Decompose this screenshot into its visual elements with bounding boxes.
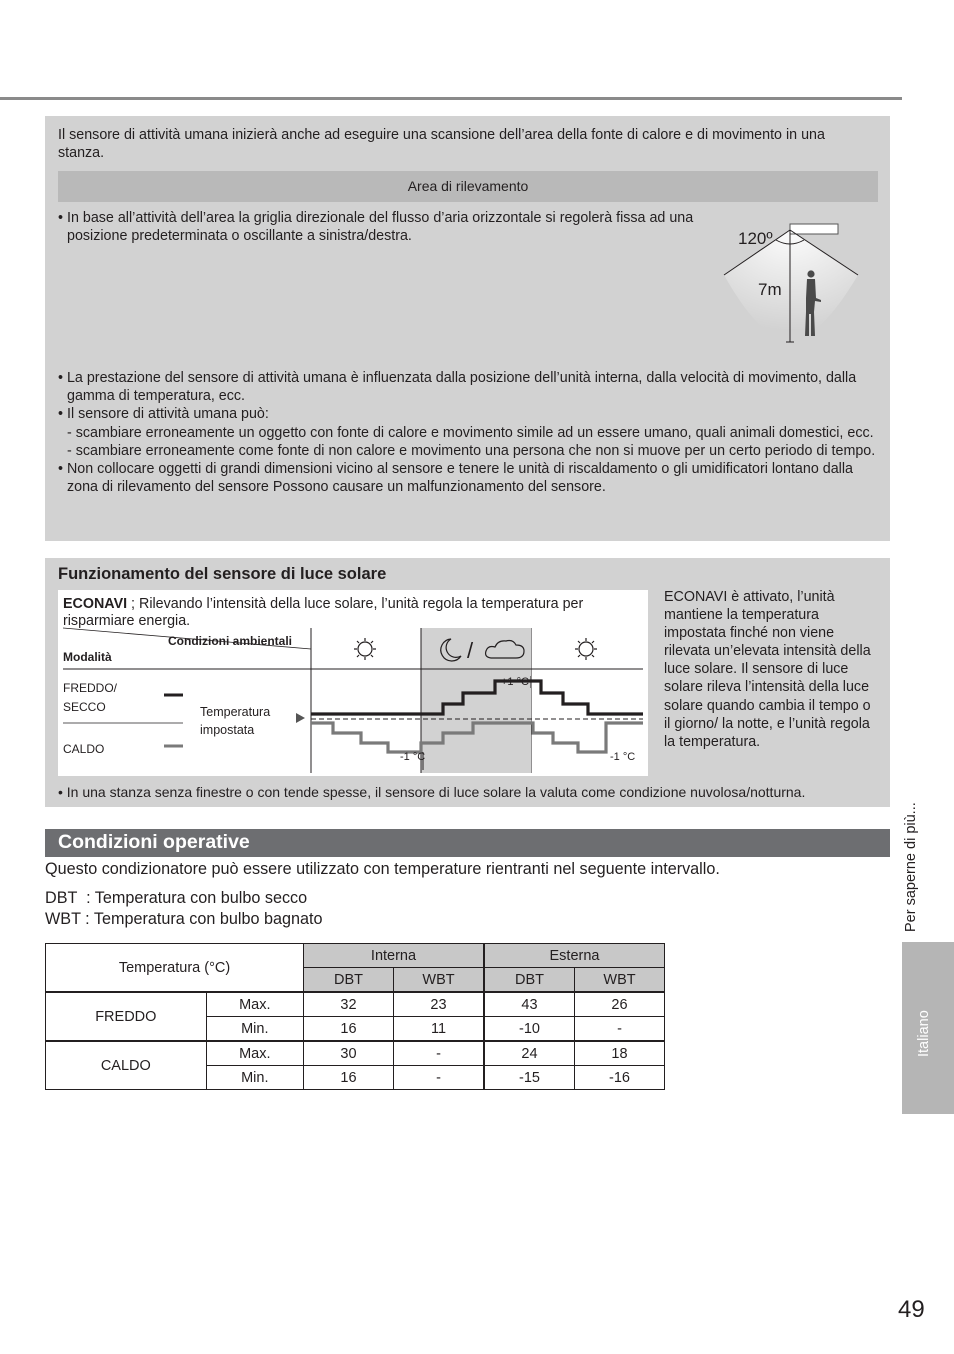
operating-conditions-table [45, 943, 665, 1090]
limit-cell: Max. [206, 1041, 303, 1066]
col-header: DBT [484, 968, 575, 993]
value-cell: 11 [394, 1017, 485, 1042]
value-cell: -16 [575, 1066, 665, 1090]
list-item: • Non collocare oggetti di grandi dimensioni vicino al sensore e tenere le unità di riscaldamento o gli umidificatori lontano dalla zona di rilevamento del sensore Possono causare un malfunzionamento del sensore. [58, 461, 853, 496]
value-cell: -15 [484, 1066, 575, 1090]
language-text: Italiano [916, 1010, 932, 1057]
wbt-definition: WBT : Temperatura con bulbo bagnato [45, 910, 323, 928]
set-temp-label: Temperatura [200, 705, 271, 719]
set-temp-arrow [296, 713, 305, 723]
angle-label: 120º [738, 229, 773, 248]
more-info-side-label [890, 760, 930, 940]
section-header-bar [45, 829, 890, 857]
sunlight-sensor-panel [45, 558, 890, 807]
language-tab-label [902, 942, 954, 1114]
section-description: Questo condizionatore può essere utilizzato con temperature rientranti nel seguente intervallo. [45, 860, 720, 878]
sunlight-sensor-note: • In una stanza senza finestre o con tende spesse, il sensore di luce solare la valuta come condizione nuvolosa/notturna. [58, 784, 806, 800]
value-cell: 26 [575, 992, 665, 1017]
sunlight-sensor-title: Funzionamento del sensore di luce solare [58, 565, 387, 583]
top-rule [0, 97, 902, 100]
list-item: • Il sensore di attività umana può: [58, 406, 269, 423]
value-cell: 18 [575, 1041, 665, 1066]
section-title: Condizioni operative [58, 831, 250, 853]
human-sensor-panel [45, 116, 890, 541]
value-cell: 43 [484, 992, 575, 1017]
detection-area-illustration [720, 214, 870, 354]
plus-one-label: +1 °C [501, 676, 529, 688]
value-cell: -10 [484, 1017, 575, 1042]
value-cell: - [394, 1066, 485, 1090]
slash-separator: / [467, 638, 474, 663]
mode-heat-label: CALDO [63, 742, 105, 756]
mode-cell: FREDDO [46, 992, 207, 1041]
more-info-text: Per saperne di più... [903, 802, 919, 932]
dbt-definition: DBT : Temperatura con bulbo secco [45, 889, 308, 907]
page-number: 49 [898, 1296, 925, 1323]
limit-cell: Max. [206, 992, 303, 1017]
sun-icon [575, 638, 597, 660]
detection-area-heading: Area di rilevamento [58, 171, 878, 202]
col-header: WBT [394, 968, 485, 993]
limit-cell: Min. [206, 1066, 303, 1090]
econavi-explanation: ECONAVI è attivato, l’unità mantiene la temperatura impostata finché non viene rilevata un’elevata intensità della luce solare. Il sensore di luce solare rileva l’intensità della luce solare quando cambia il tempo o il giorno/ la notte, e l’unità regola la temperatura. [664, 589, 871, 750]
col-header: DBT [304, 968, 394, 993]
table-header-row [46, 944, 665, 968]
human-sensor-intro: Il sensore di attività umana inizierà anche ad eseguire una scansione dell’area della fonte di calore e di movimento in una stanza. [58, 127, 825, 161]
mode-cell: CALDO [46, 1041, 207, 1090]
list-subitem: - scambiare erroneamente un oggetto con fonte di calore e movimento simile ad un essere umano, quali animali domestici, ecc. [67, 424, 874, 441]
value-cell: 24 [484, 1041, 575, 1066]
louver-direction-note: • In base all’attività dell’area la griglia direzionale del flusso d’aria orizzontale si regolerà fissa ad una posizione predeterminata o oscillante a sinistra/destra. [58, 210, 694, 244]
mode-cool-label-2: SECCO [63, 700, 106, 714]
group-internal: Interna [304, 944, 485, 968]
set-temp-label-2: impostata [200, 723, 255, 737]
human-sensor-notes [58, 369, 878, 496]
group-external: Esterna [484, 944, 665, 968]
value-cell: 32 [304, 992, 394, 1017]
list-item: • La prestazione del sensore di attività umana è influenzata dalla posizione dell’unità interna, dalla velocità di movimento, dalla gamma di temperatura, ecc. [58, 370, 857, 405]
value-cell: 23 [394, 992, 485, 1017]
sun-icon [354, 638, 376, 660]
mode-header: Modalità [63, 650, 112, 664]
col-header: WBT [575, 968, 665, 993]
indoor-unit-icon [790, 224, 838, 234]
econavi-term: ECONAVI [63, 596, 128, 612]
value-cell: 16 [304, 1017, 394, 1042]
mode-cool-label: FREDDO/ [63, 681, 117, 695]
value-cell: 30 [304, 1041, 394, 1066]
table-corner: Temperatura (°C) [46, 944, 304, 993]
conditions-header: Condizioni ambientali [168, 634, 293, 648]
econavi-diagram [58, 590, 648, 776]
list-subitem: - scambiare erroneamente come fonte di non calore e movimento una persona che non si muove per un certo periodo di tempo. [67, 442, 876, 459]
minus-one-label: -1 °C [610, 751, 636, 763]
table-row [46, 992, 665, 1017]
table-row [46, 1041, 665, 1066]
distance-label: 7m [758, 280, 782, 299]
limit-cell: Min. [206, 1017, 303, 1042]
value-cell: - [394, 1041, 485, 1066]
value-cell: 16 [304, 1066, 394, 1090]
minus-one-label: -1 °C [400, 751, 426, 763]
econavi-chart-box [58, 590, 648, 776]
econavi-description: ; Rilevando l’intensità della luce solare, l’unità regola la temperatura per risparmiare energia. [63, 596, 584, 629]
value-cell: - [575, 1017, 665, 1042]
language-tab [902, 942, 954, 1114]
